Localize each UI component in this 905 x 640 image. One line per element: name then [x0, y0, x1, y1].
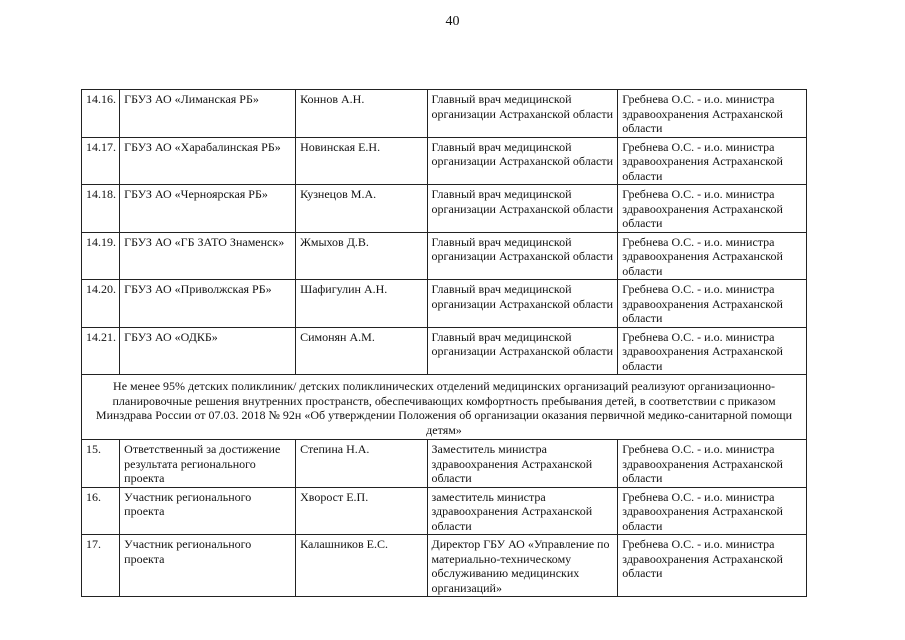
position-cell: заместитель министра здравоохранения Астраханской области: [427, 487, 618, 535]
supervisor-cell: Гребнева О.С. - и.о. министра здравоохранения Астраханской области: [618, 90, 807, 138]
organization-cell: ГБУЗ АО «Харабалинская РБ»: [120, 137, 296, 185]
supervisor-cell: Гребнева О.С. - и.о. министра здравоохранения Астраханской области: [618, 280, 807, 328]
supervisor-cell: Гребнева О.С. - и.о. министра здравоохранения Астраханской области: [618, 137, 807, 185]
row-number: 14.21.: [82, 327, 120, 375]
person-name-cell: Калашников Е.С.: [296, 535, 427, 597]
role-cell: Ответственный за достижение результата регионального проекта: [120, 440, 296, 488]
position-cell: Главный врач медицинской организации Астраханской области: [427, 280, 618, 328]
position-cell: Заместитель министра здравоохранения Астраханской области: [427, 440, 618, 488]
page-number: 40: [445, 14, 460, 29]
supervisor-cell: Гребнева О.С. - и.о. министра здравоохранения Астраханской области: [618, 327, 807, 375]
position-cell: Директор ГБУ АО «Управление по материально-техническому обслуживанию медицинских организаций»: [427, 535, 618, 597]
position-cell: Главный врач медицинской организации Астраханской области: [427, 137, 618, 185]
responsibility-table: [81, 89, 807, 597]
row-number: 14.16.: [82, 90, 120, 138]
person-name-cell: Симонян А.М.: [296, 327, 427, 375]
table-row: [82, 185, 807, 233]
table-row: [82, 535, 807, 597]
organization-cell: ГБУЗ АО «Лиманская РБ»: [120, 90, 296, 138]
person-name-cell: Жмыхов Д.В.: [296, 232, 427, 280]
supervisor-cell: Гребнева О.С. - и.о. министра здравоохранения Астраханской области: [618, 232, 807, 280]
person-name-cell: Кузнецов М.А.: [296, 185, 427, 233]
row-number: 14.19.: [82, 232, 120, 280]
row-number: 15.: [82, 440, 120, 488]
table-row: [82, 487, 807, 535]
supervisor-cell: Гребнева О.С. - и.о. министра здравоохранения Астраханской области: [618, 440, 807, 488]
organization-cell: ГБУЗ АО «Черноярская РБ»: [120, 185, 296, 233]
table-row: [82, 137, 807, 185]
organization-cell: ГБУЗ АО «ОДКБ»: [120, 327, 296, 375]
table-row: [82, 232, 807, 280]
person-name-cell: Коннов А.Н.: [296, 90, 427, 138]
person-name-cell: Хворост Е.П.: [296, 487, 427, 535]
table-row: [82, 440, 807, 488]
supervisor-cell: Гребнева О.С. - и.о. министра здравоохранения Астраханской области: [618, 535, 807, 597]
role-cell: Участник регионального проекта: [120, 535, 296, 597]
section-heading: Не менее 95% детских поликлиник/ детских поликлинических отделений медицинских организаций реализуют организационно-планировочные решения внутренних пространств, обеспечивающих комфортность пребывания детей, в соответствии с приказом Минздрава России от 07.03. 2018 № 92н «Об утверждении Положения об организации оказания первичной медико-санитарной помощи детям»: [82, 375, 807, 440]
organization-cell: ГБУЗ АО «ГБ ЗАТО Знаменск»: [120, 232, 296, 280]
supervisor-cell: Гребнева О.С. - и.о. министра здравоохранения Астраханской области: [618, 487, 807, 535]
person-name-cell: Шафигулин А.Н.: [296, 280, 427, 328]
organization-cell: ГБУЗ АО «Приволжская РБ»: [120, 280, 296, 328]
table-row: [82, 90, 807, 138]
person-name-cell: Степина Н.А.: [296, 440, 427, 488]
position-cell: Главный врач медицинской организации Астраханской области: [427, 90, 618, 138]
position-cell: Главный врач медицинской организации Астраханской области: [427, 232, 618, 280]
row-number: 14.18.: [82, 185, 120, 233]
table-row: [82, 327, 807, 375]
supervisor-cell: Гребнева О.С. - и.о. министра здравоохранения Астраханской области: [618, 185, 807, 233]
section-header-row: [82, 375, 807, 440]
row-number: 14.17.: [82, 137, 120, 185]
position-cell: Главный врач медицинской организации Астраханской области: [427, 327, 618, 375]
row-number: 14.20.: [82, 280, 120, 328]
person-name-cell: Новинская Е.Н.: [296, 137, 427, 185]
position-cell: Главный врач медицинской организации Астраханской области: [427, 185, 618, 233]
row-number: 16.: [82, 487, 120, 535]
row-number: 17.: [82, 535, 120, 597]
role-cell: Участник регионального проекта: [120, 487, 296, 535]
table-row: [82, 280, 807, 328]
